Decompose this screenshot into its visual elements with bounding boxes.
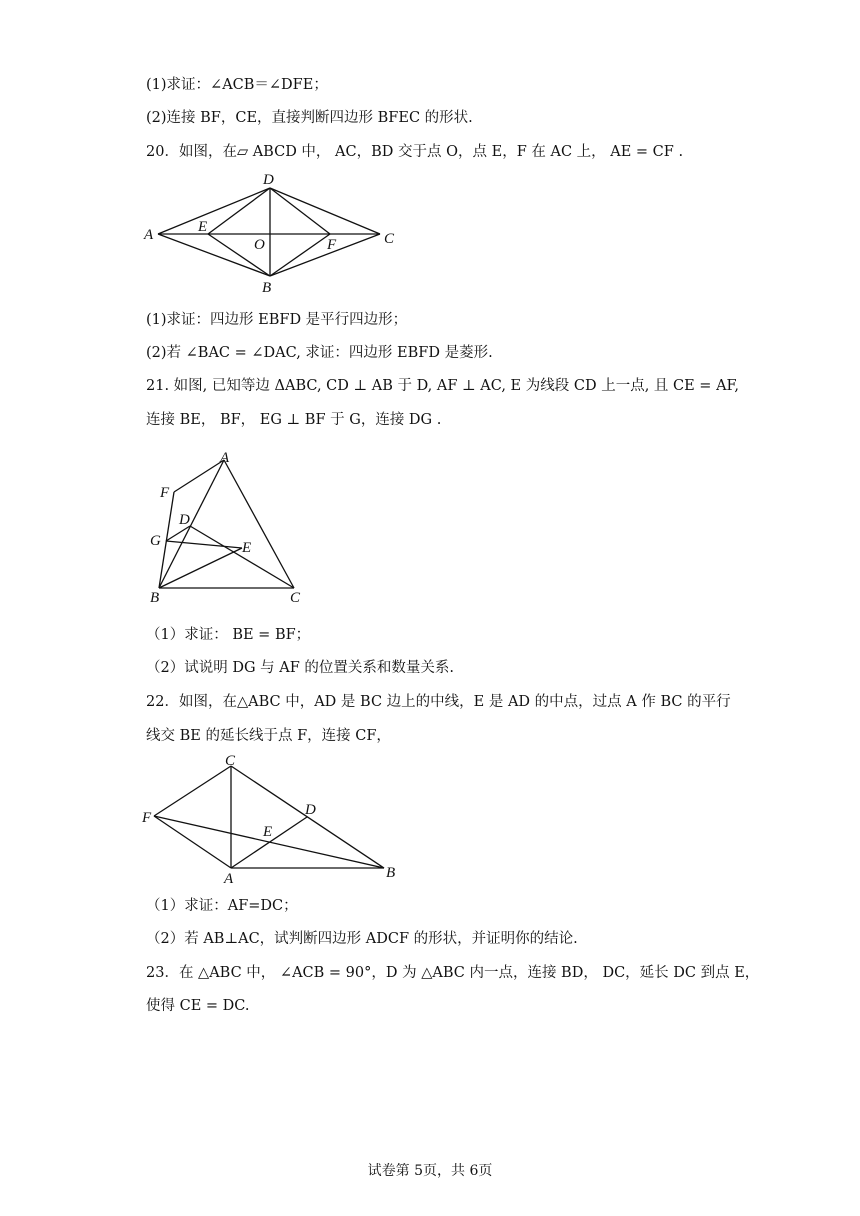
q22-part1: （1）求证：AF=DC； [146,898,298,914]
q22-stem-line2: 线交 BE 的延长线于点 F，连接 CF， [146,728,391,744]
q20-part1: (1)求证：四边形 EBFD 是平行四边形； [146,312,408,328]
figure-q20 [140,168,410,298]
label-f: F [142,810,152,826]
q21-part1: （1）求证： BE = BF； [146,627,311,643]
label-b: B [150,590,160,606]
label-d: D [305,802,316,818]
q21-stem-line1: 21. 如图, 已知等边 ΔABC, CD ⊥ AB 于 D, AF ⊥ AC, E 为线段 CD 上一点, 且 CE = AF, [146,378,739,394]
q21-part2: （2）试说明 DG 与 AF 的位置关系和数量关系. [146,660,455,676]
label-f: F [327,237,337,253]
label-c: C [384,231,395,247]
label-b: B [262,280,272,296]
label-c: C [225,753,236,769]
label-f: F [160,485,170,501]
label-a: A [220,450,230,466]
q23-stem-line2: 使得 CE = DC. [146,998,250,1014]
q22-part2: （2）若 AB⊥AC，试判断四边形 ADCF 的形状，并证明你的结论. [146,931,578,947]
label-d: D [263,172,274,188]
figure-q21 [142,448,312,608]
label-a: A [224,871,234,887]
label-e: E [198,219,208,235]
q23-stem-line1: 23．在 △ABC 中， ∠ACB = 90°，D 为 △ABC 内一点，连接 BD， DC，延长 DC 到点 E， [146,965,760,981]
q19-part1: (1)求证：∠ACB＝∠DFE； [146,77,328,93]
label-b: B [386,865,396,881]
q20-stem: 20．如图，在▱ ABCD 中， AC，BD 交于点 O，点 E，F 在 AC 上， AE = CF . [146,144,684,160]
label-e: E [242,540,252,556]
q21-stem-line2: 连接 BE， BF， EG ⊥ BF 于 G，连接 DG . [146,412,442,428]
label-c: C [290,590,301,606]
q19-part2: (2)连接 BF，CE，直接判断四边形 BFEC 的形状. [146,110,473,126]
page-footer: 试卷第 5页，共 6页 [367,1163,493,1179]
label-e: E [263,824,273,840]
q22-stem-line1: 22．如图，在△ABC 中，AD 是 BC 边上的中线，E 是 AD 的中点，过点 A 作 BC 的平行 [146,694,731,710]
label-a: A [144,227,154,243]
label-o: O [254,237,265,253]
label-d: D [179,512,190,528]
label-g: G [150,533,161,549]
figure-q22 [140,752,410,887]
q20-part2: (2)若 ∠BAC = ∠DAC, 求证：四边形 EBFD 是菱形. [146,345,493,361]
